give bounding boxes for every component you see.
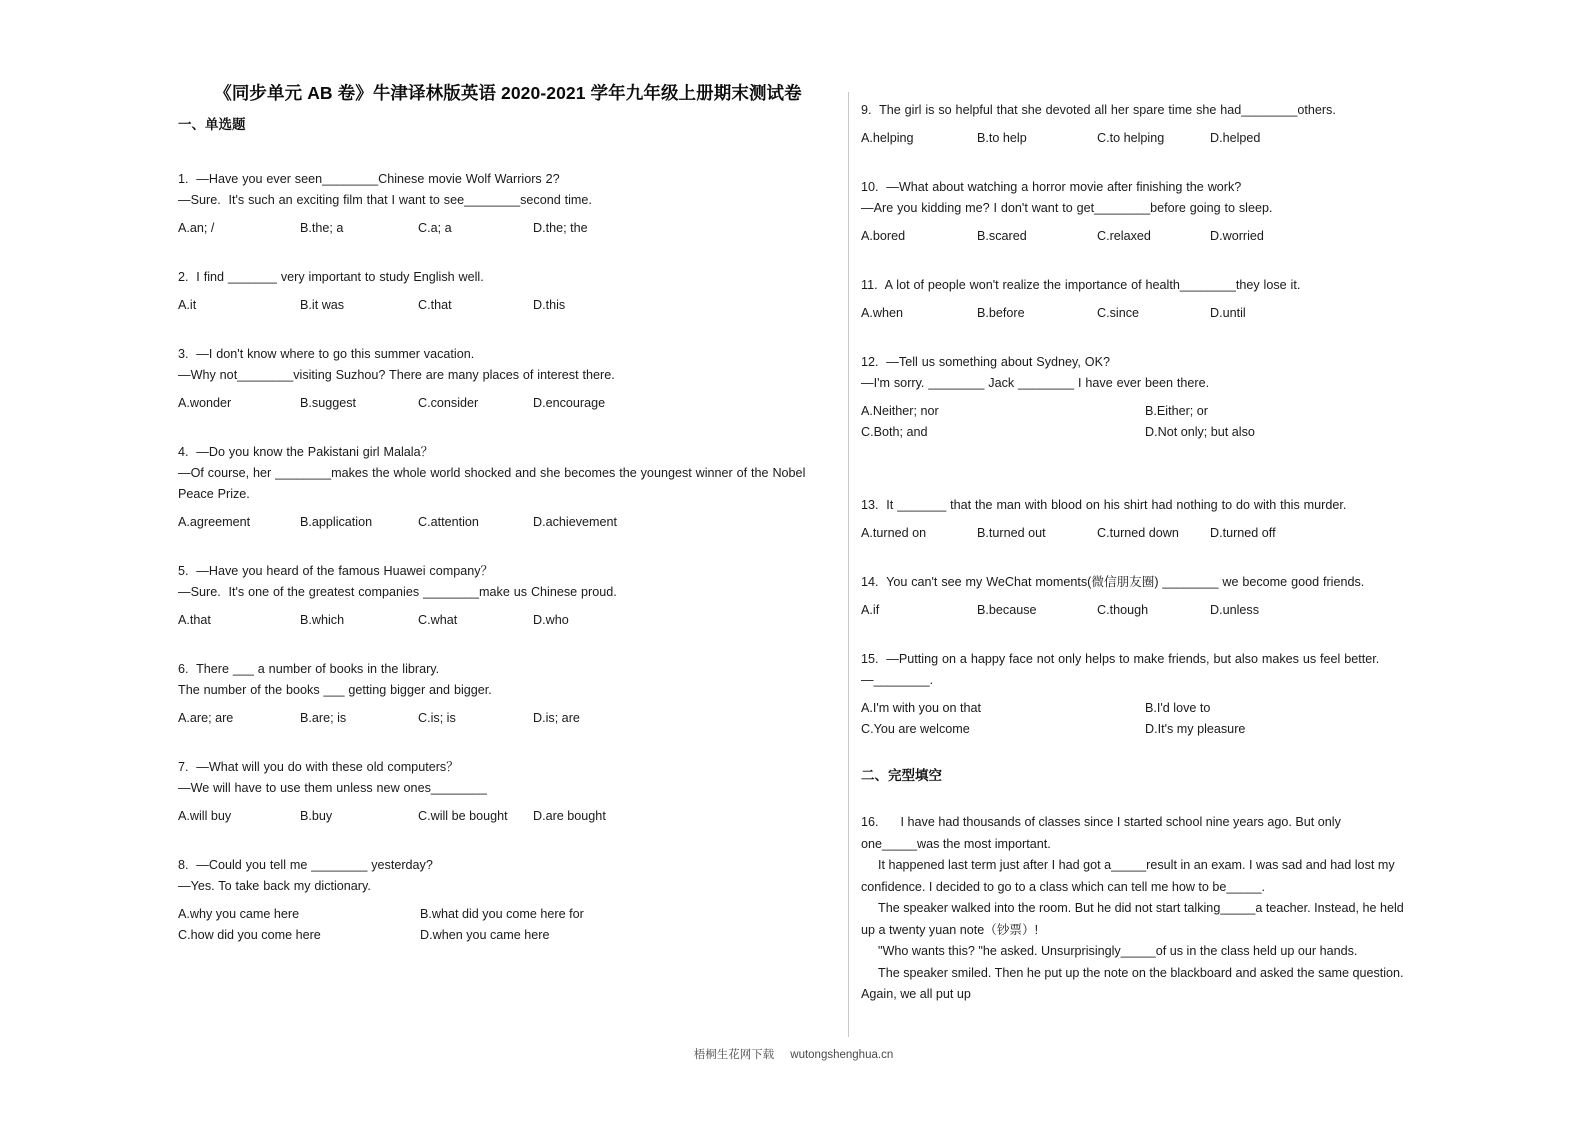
option-c[interactable]: C.Both; and — [861, 425, 928, 439]
option-d[interactable]: D.the; the — [533, 221, 588, 236]
option-b[interactable]: B.suggest — [300, 396, 357, 411]
options-row-1 — [861, 698, 1417, 719]
question-15 — [861, 649, 1417, 740]
question-2-line-1: 2. I find _______ very important to study English well. — [178, 270, 484, 285]
options-row — [178, 512, 830, 533]
option-a[interactable]: A.bored — [861, 229, 906, 243]
question-1 — [178, 169, 830, 239]
options-row — [178, 610, 830, 631]
question-4-options — [178, 512, 830, 533]
column-divider — [848, 92, 849, 1037]
question-3-options — [178, 393, 830, 414]
option-c[interactable]: C.a; a — [418, 221, 452, 236]
option-d[interactable]: D.unless — [1210, 603, 1259, 617]
options-row — [178, 806, 830, 827]
question-7-line-2: —We will have to use them unless new ones________ — [178, 781, 487, 796]
option-d[interactable]: D.Not only; but also — [1145, 425, 1255, 439]
option-a[interactable]: A.are; are — [178, 711, 234, 726]
options-row — [178, 393, 830, 414]
question-7-options — [178, 806, 830, 827]
options-row — [861, 128, 1417, 149]
question-10-line-1: 10. —What about watching a horror movie after finishing the work? — [861, 180, 1242, 194]
question-3-line-1: 3. —I don't know where to go this summer vacation. — [178, 347, 475, 362]
option-b[interactable]: B.before — [977, 306, 1025, 320]
option-b[interactable]: B.scared — [977, 229, 1027, 243]
option-a[interactable]: A.wonder — [178, 396, 232, 411]
option-c[interactable]: C.relaxed — [1097, 229, 1151, 243]
question-7-line-1: 7. —What will you do with these old computers？ — [178, 760, 459, 775]
option-a[interactable]: A.when — [861, 306, 904, 320]
option-d[interactable]: D.until — [1210, 306, 1246, 320]
option-d[interactable]: D.when you came here — [420, 928, 550, 943]
question-16-para-1: I have had thousands of classes since I started school nine years ago. But only one_____was the most important. — [861, 815, 1341, 851]
option-a[interactable]: A.an; / — [178, 221, 215, 236]
section-heading-2: 二、完型填空 — [861, 768, 942, 783]
question-11-options — [861, 303, 1417, 324]
option-d[interactable]: D.is; are — [533, 711, 580, 726]
option-c[interactable]: C.what — [418, 613, 458, 628]
question-13-options — [861, 523, 1417, 544]
question-13-line-1: 13. It _______ that the man with blood on his shirt had nothing to do with this murder. — [861, 498, 1347, 512]
question-3-line-2: —Why not________visiting Suzhou? There are many places of interest there. — [178, 368, 615, 383]
option-b[interactable]: B.are; is — [300, 711, 347, 726]
option-b[interactable]: B.because — [977, 603, 1037, 617]
option-b[interactable]: B.to help — [977, 131, 1027, 145]
option-c[interactable]: C.consider — [418, 396, 479, 411]
option-b[interactable]: B.Either; or — [1145, 404, 1208, 418]
options-row — [861, 523, 1417, 544]
question-15-options — [861, 698, 1417, 740]
question-16-para-4: "Who wants this? "he asked. Unsurprisingly_____of us in the class held up our hands. — [878, 944, 1358, 959]
option-c[interactable]: C.though — [1097, 603, 1149, 617]
question-6 — [178, 659, 830, 729]
question-12-line-2: —I'm sorry. ________ Jack ________ I have ever been there. — [861, 376, 1210, 390]
question-16-para-3: The speaker walked into the room. But he did not start talking_____a teacher. Instead, he held up a twenty yuan note（钞票）! — [861, 901, 1404, 937]
question-1-options — [178, 218, 830, 239]
option-b[interactable]: B.buy — [300, 809, 333, 824]
question-2 — [178, 267, 830, 316]
option-c[interactable]: C.that — [418, 298, 452, 313]
question-4-line-1: 4. —Do you know the Pakistani girl Malala？ — [178, 445, 434, 460]
question-9-options — [861, 128, 1417, 149]
question-7 — [178, 757, 830, 827]
option-a[interactable]: A.will buy — [178, 809, 232, 824]
option-a[interactable]: A.I'm with you on that — [861, 701, 982, 715]
question-15-line-1: 15. —Putting on a happy face not only helps to make friends, but also makes us feel better. — [861, 652, 1380, 666]
option-a[interactable]: A.that — [178, 613, 211, 628]
options-row — [861, 600, 1417, 621]
option-d[interactable]: D.turned off — [1210, 526, 1276, 540]
question-11-line-1: 11. A lot of people won't realize the importance of health________they lose it. — [861, 278, 1301, 292]
question-16-para-5: The speaker smiled. Then he put up the note on the blackboard and asked the same question. Again, we all put up — [861, 965, 1404, 1002]
option-b[interactable]: B.it was — [300, 298, 345, 313]
options-row — [178, 295, 830, 316]
options-row-1 — [861, 401, 1417, 422]
question-4 — [178, 442, 830, 533]
question-5-line-1: 5. —Have you heard of the famous Huawei company？ — [178, 564, 494, 579]
option-c[interactable]: C.how did you come here — [178, 928, 321, 943]
question-15-line-2: —________. — [861, 673, 934, 687]
option-c[interactable]: C.is; is — [418, 711, 456, 726]
option-b[interactable]: B.which — [300, 613, 345, 628]
options-row-2 — [861, 719, 1417, 740]
question-13 — [861, 495, 1417, 544]
question-12-options — [861, 401, 1417, 443]
question-5-line-2: —Sure. It's one of the greatest companies ________make us Chinese proud. — [178, 585, 617, 600]
option-c[interactable]: C.turned down — [1097, 526, 1179, 540]
question-16-para-2: It happened last term just after I had got a_____result in an exam. I was sad and had lost my confidence. I decided to go to a class which can tell me how to be_____. — [861, 858, 1395, 894]
option-a[interactable]: A.turned on — [861, 526, 927, 540]
option-d[interactable]: D.who — [533, 613, 569, 628]
question-8 — [178, 855, 830, 946]
question-1-line-1: 1. —Have you ever seen________Chinese movie Wolf Warriors 2? — [178, 172, 560, 187]
question-6-line-2: The number of the books ___ getting bigger and bigger. — [178, 683, 492, 698]
option-a[interactable]: A.Neither; nor — [861, 404, 939, 418]
question-9-line-1: 9. The girl is so helpful that she devoted all her spare time she had________others. — [861, 103, 1336, 117]
options-row — [861, 226, 1417, 247]
question-16-number: 16. — [861, 815, 879, 830]
question-6-line-1: 6. There ___ a number of books in the library. — [178, 662, 440, 677]
option-d[interactable]: D.It's my pleasure — [1145, 722, 1246, 736]
question-9 — [861, 100, 1417, 149]
question-10-line-2: —Are you kidding me? I don't want to get________before going to sleep. — [861, 201, 1273, 215]
footer-site-name-cn: 梧桐生花网下载 — [693, 1049, 775, 1061]
question-8-line-1: 8. —Could you tell me ________ yesterday? — [178, 858, 433, 873]
options-row — [178, 708, 830, 729]
question-8-options — [178, 904, 830, 946]
option-a[interactable]: A.why you came here — [178, 907, 300, 922]
section-heading-1: 一、单选题 — [178, 117, 246, 132]
option-a[interactable]: A.agreement — [178, 515, 251, 530]
question-16-number-and-para-1 — [861, 812, 1417, 855]
option-b[interactable]: B.I'd love to — [1145, 701, 1211, 715]
options-row — [178, 218, 830, 239]
option-a[interactable]: A.helping — [861, 131, 914, 145]
option-a[interactable]: A.if — [861, 603, 880, 617]
option-a[interactable]: A.it — [178, 298, 197, 313]
question-5 — [178, 561, 830, 631]
page-footer — [0, 1046, 1587, 1062]
option-b[interactable]: B.the; a — [300, 221, 344, 236]
question-12 — [861, 352, 1417, 443]
options-row — [861, 303, 1417, 324]
question-2-options — [178, 295, 830, 316]
option-d[interactable]: D.worried — [1210, 229, 1264, 243]
option-b[interactable]: B.application — [300, 515, 373, 530]
page-title: 《同步单元 AB 卷》牛津译林版英语 2020-2021 学年九年级上册期末测试卷 — [214, 83, 802, 103]
question-11 — [861, 275, 1417, 324]
option-d[interactable]: D.achievement — [533, 515, 617, 530]
question-6-options — [178, 708, 830, 729]
question-10 — [861, 177, 1417, 247]
option-c[interactable]: C.attention — [418, 515, 479, 530]
question-16 — [861, 812, 1417, 1006]
option-b[interactable]: B.what did you come here for — [420, 907, 584, 922]
footer-site-url: wutongshenghua.cn — [790, 1049, 894, 1061]
option-d[interactable]: D.helped — [1210, 131, 1261, 145]
option-d[interactable]: D.are bought — [533, 809, 606, 824]
question-14 — [861, 572, 1417, 621]
question-4-line-2: —Of course, her ________makes the whole world shocked and she becomes the youngest winner of the Nobel Peace Prize. — [178, 466, 810, 502]
option-d[interactable]: D.encourage — [533, 396, 606, 411]
option-c[interactable]: C.to helping — [1097, 131, 1165, 145]
option-c[interactable]: C.will be bought — [418, 809, 508, 824]
options-row-2 — [861, 422, 1417, 443]
question-14-options — [861, 600, 1417, 621]
question-12-line-1: 12. —Tell us something about Sydney, OK? — [861, 355, 1110, 369]
question-10-options — [861, 226, 1417, 247]
options-row-1 — [178, 904, 830, 925]
options-row-2 — [178, 925, 830, 946]
left-column — [178, 115, 830, 946]
question-5-options — [178, 610, 830, 631]
option-c[interactable]: C.since — [1097, 306, 1139, 320]
right-column — [861, 100, 1417, 1006]
question-3 — [178, 344, 830, 414]
question-8-line-2: —Yes. To take back my dictionary. — [178, 879, 371, 894]
question-14-line-1: 14. You can't see my WeChat moments(微信朋友圈) ________ we become good friends. — [861, 575, 1365, 589]
option-d[interactable]: D.this — [533, 298, 566, 313]
option-b[interactable]: B.turned out — [977, 526, 1046, 540]
question-1-line-2: —Sure. It's such an exciting film that I want to see________second time. — [178, 193, 592, 208]
option-c[interactable]: C.You are welcome — [861, 722, 970, 736]
